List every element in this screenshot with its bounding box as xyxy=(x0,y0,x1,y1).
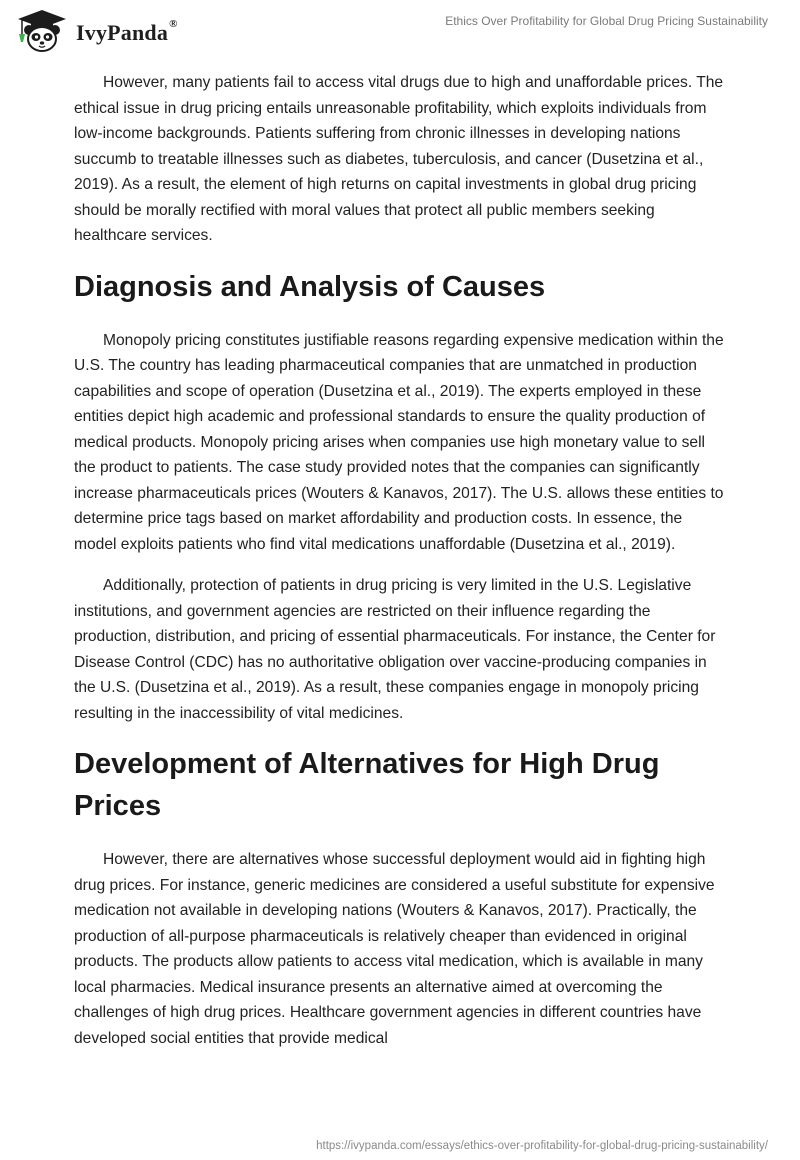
section-heading-diagnosis: Diagnosis and Analysis of Causes xyxy=(74,270,546,303)
panda-graduate-icon xyxy=(14,8,70,54)
ivypanda-logo[interactable] xyxy=(14,8,178,54)
page-header xyxy=(0,0,800,60)
paragraph-1: However, many patients fail to access vital drugs due to high and unaffordable prices. The ethical issue in drug pricing entails unreasonable profitability, which exploits individuals from low-income backgrounds. Patients suffering from chronic illnesses in developing nations succumb to treatable illnesses such as diabetes, tuberculosis, and cancer (Dusetzina et al., 2019). As a result, the element of high returns on capital investments in global drug pricing should be morally rectified with moral values that protect all public members seeking healthcare services. xyxy=(74,74,724,244)
essay-body xyxy=(74,70,729,1067)
logo-wordmark: IvyPanda® xyxy=(76,18,178,45)
paragraph-2: Monopoly pricing constitutes justifiable reasons regarding expensive medication within the U.S. The country has leading pharmaceutical companies that are unmatched in production capabilities and scope of operation (Dusetzina et al., 2019). The experts employed in these entities depict high academic and professional standards to ensure the quality production of medical products. Monopoly pricing arises when companies use high monetary value to sell the product to patients. The case study provided notes that the companies can significantly increase pharmaceuticals prices (Wouters & Kanavos, 2017). The U.S. allows these entities to determine price tags based on market affordability and production costs. In essence, the model exploits patients who find vital medications unaffordable (Dusetzina et al., 2019). xyxy=(74,331,724,553)
document-title: Ethics Over Profitability for Global Drug Pricing Sustainability xyxy=(445,14,768,28)
section-heading-alternatives: Development of Alternatives for High Drug Prices xyxy=(74,748,660,822)
source-url[interactable]: https://ivypanda.com/essays/ethics-over-profitability-for-global-drug-pricing-sustainability/ xyxy=(316,1140,768,1152)
paragraph-4: However, there are alternatives whose successful deployment would aid in fighting high drug prices. For instance, generic medicines are considered a useful substitute for expensive medication not available in developing nations (Wouters & Kanavos, 2017). Practically, the production of all-purpose pharmaceuticals is relatively cheaper than evidenced in original products. The products allow patients to access vital medication, which is available in many local pharmacies. Medical insurance presents an alternative aimed at overcoming the challenges of high drug prices. Healthcare government agencies in different countries have developed social entities that provide medical xyxy=(74,851,715,1047)
paragraph-3: Additionally, protection of patients in drug pricing is very limited in the U.S. Legislative institutions, and government agencies are restricted on their influence regarding the production, distribution, and pricing of essential pharmaceuticals. For instance, the Center for Disease Control (CDC) has no authoritative obligation over vaccine-producing companies in the U.S. (Dusetzina et al., 2019). As a result, these companies engage in monopoly pricing resulting in the inaccessibility of vital medicines. xyxy=(74,577,716,722)
